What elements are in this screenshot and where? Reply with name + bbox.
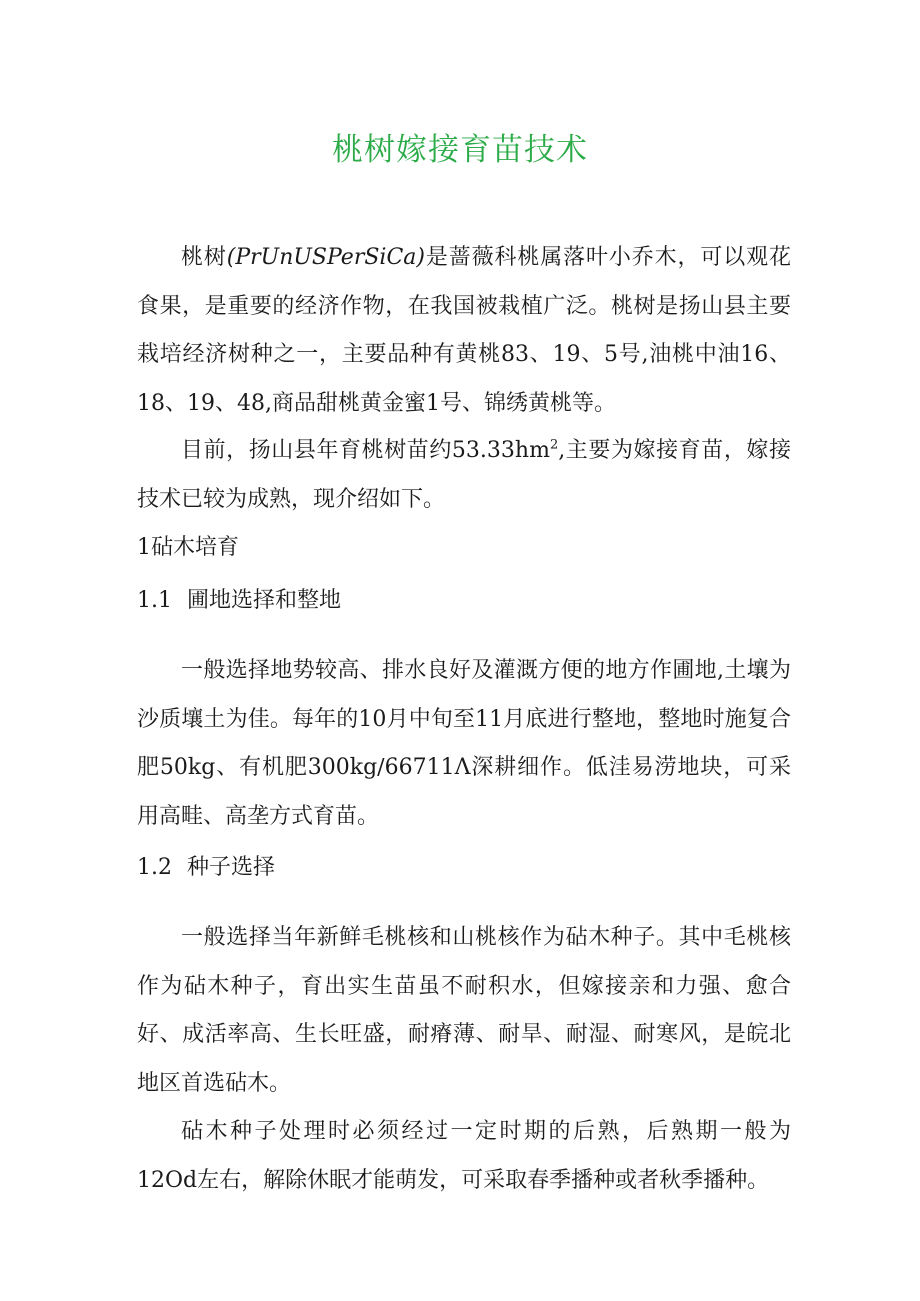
intro-lead-text: 桃树 [181,245,227,270]
section-heading-1: 1砧木培育 [137,535,239,560]
intro2-body-text: ,主要为嫁接育苗，嫁接技术已较为成熟，现介绍如下。 [137,438,792,512]
latin-name: (PrUnUSPerSiCa) [226,245,425,270]
section-number-1-1: 1.1 [137,588,172,613]
section-title-1-1: 圃地选择和整地 [187,588,342,613]
section-1-1-body: 一般选择地势较高、排水良好及灌溉方便的地方作圃地,土壤为沙质壤土为佳。每年的10月中旬至11月底进行整地，整地时施复合肥50kg、有机肥300kg∕66711Λ深耕细作。低洼易涝地块，可采用高畦、高垄方式育苗。 [137,658,791,829]
section-heading-1-2 [137,844,791,893]
intro-body-text: 是蔷薇科桃属落叶小乔木，可以观花食果，是重要的经济作物，在我国被栽植广泛。桃树是扬山县主要栽培经济树种之一，主要品种有黄桃83、19、5号,油桃中油16、18、19、48,商品甜桃黄金蜜1号、锦绣黄桃等。 [137,245,791,416]
superscript-2: 2 [549,437,559,453]
section-heading-1-1 [137,577,791,626]
intro-paragraph-2 [137,427,791,524]
section-1-2-body-1: 一般选择当年新鲜毛桃核和山桃核作为砧木种子。其中毛桃核作为砧木种子，育出实生苗虽不耐积水，但嫁接亲和力强、愈合好、成活率高、生长旺盛，耐瘠薄、耐旱、耐湿、耐寒风，是皖北地区首选砧木。 [137,925,791,1096]
section-number-1-2: 1.2 [137,855,172,880]
section-1-2-body-2: 砧木种子处理时必须经过一定时期的后熟，后熟期一般为12Od左右，解除休眠才能萌发，可采取春季播种或者秋季播种。 [137,1119,791,1193]
document-title: 桃树嫁接育苗技术 [332,132,588,168]
intro-paragraph-1 [137,234,791,428]
section-title-1-2: 种子选择 [187,855,276,880]
intro2-lead-text: 目前，扬山县年育桃树苗约53.33hm [181,438,550,463]
